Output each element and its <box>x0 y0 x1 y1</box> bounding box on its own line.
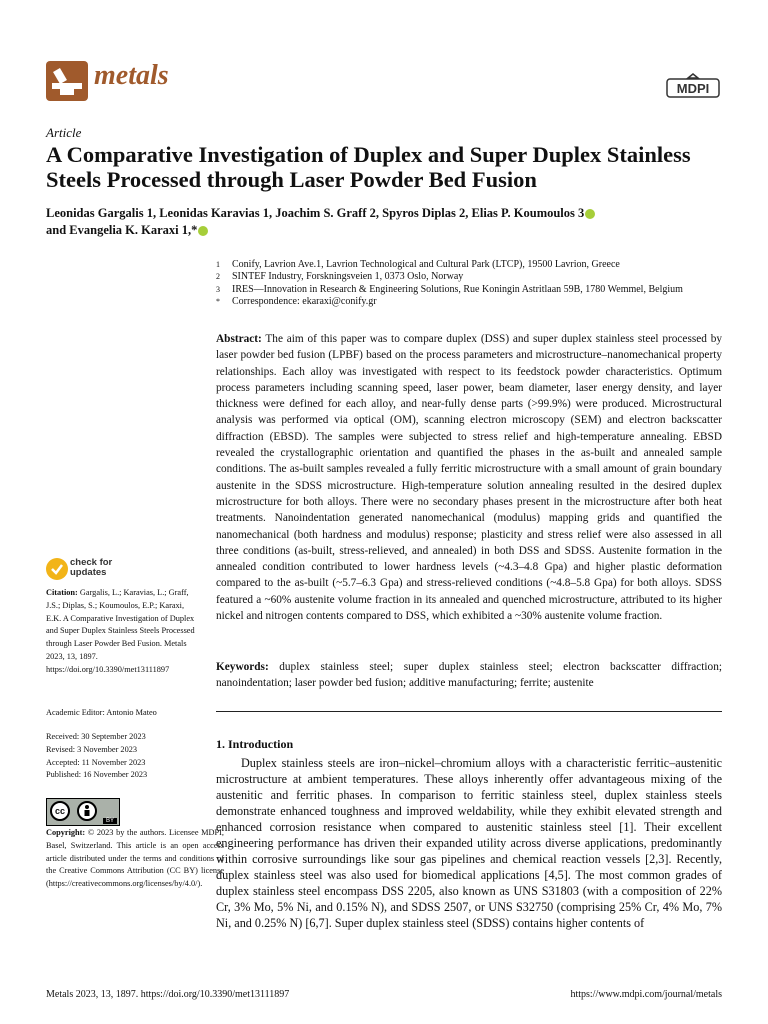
keywords-text: duplex stainless steel; super duplex stainless steel; electron backscatter diffraction; nanoindentation; laser powder bed fusion; additive manufacturing; ferrite; austenite <box>216 661 722 690</box>
check-for-updates-icon[interactable] <box>46 558 68 580</box>
cc-by-license-badge[interactable] <box>46 798 120 826</box>
date-published: Published: 16 November 2023 <box>46 770 148 780</box>
copyright-label: Copyright: <box>46 828 86 837</box>
orcid-icon[interactable] <box>198 226 208 236</box>
footer-citation[interactable]: Metals 2023, 13, 1897. https://doi.org/10.3390/met13111897 <box>46 989 290 1000</box>
affiliations <box>216 259 736 308</box>
authors-line-2[interactable]: and Evangelia K. Karaxi 1,* <box>46 223 198 237</box>
publisher-logo[interactable] <box>664 72 722 100</box>
abstract-label: Abstract: <box>216 333 262 345</box>
section-heading-introduction: 1. Introduction <box>216 737 294 751</box>
citation-block <box>46 587 201 677</box>
copyright-block <box>46 827 224 891</box>
keywords <box>216 659 722 692</box>
journal-name: metals <box>94 60 169 91</box>
introduction-text: Duplex stainless steels are iron–nickel–chromium alloys with a characteristic ferritic–austenitic microstructure at ambient temperatures. These alloys inherently offer advantageous mixing of the austenitic and ferritic phases. In comparison to ferritic stainless steel, duplex stainless steels demonstrate enhanced toughness and improved weldability, while they exhibit elevated strength and enhanced corrosion resistance when compared to austenitic stainless steel [1]. Their excellent engineering performance has driven their expanded utility across diverse applications, predominantly within corrosive surroundings like sour gas pipelines and chemical reaction vessels [2,3]. Recently, duplex stainless steel was also used for biomedical applications [4,5]. The most common grades of duplex stainless steel encompass DSS 2205, also known as UNS S31803 (with a composition of 22% Cr, 3% Mo, 5% Ni, and 0.15% N), and SDSS 2507, or UNS S32750 (comprising 25% Cr, 4% Mo, 7% Ni, and 0.25% N) [6,7]. Super duplex stainless steel (SDSS) contains higher contents of <box>216 756 722 930</box>
date-received: Received: 30 September 2023 <box>46 732 146 741</box>
citation-text: Gargalis, L.; Karavias, L.; Graff, J.S.; Diplas, S.; Koumoulos, E.P.; Karaxi, E.K. A Comparative Investigation of Duplex and Super Duplex Stainless Steels Processed through Laser Powder Bed Fusion. Metals 2023, 13, 1897. https://doi.org/10.3390/met13111897 <box>46 588 195 674</box>
publication-dates <box>46 731 201 782</box>
paper-title: A Comparative Investigation of Duplex and Super Duplex Stainless Steels Processed through Laser Powder Bed Fusion <box>46 142 691 192</box>
article-type: Article <box>46 125 82 140</box>
publisher-name: MDPI <box>676 81 710 96</box>
by-person-icon <box>77 801 97 821</box>
abstract-text: The aim of this paper was to compare duplex (DSS) and super duplex stainless steel processed by laser powder bed fusion (LPBF) based on the process parameters and microstructure–nanomechanical property relationships. Each alloy was investigated with respect to its feedstock powder characteristics. Optimum process parameters including scanning speed, laser power, beam diameter, laser energy density, and layer thickness were defined for each alloy, and near-fully dense parts (>99.9%) were produced. Microstructural analysis was performed via optical (OM), scanning electron microscopy (SEM) and electron backscatter diffraction (EBSD). The samples were subjected to stress relief and high-temperature annealing. EBSD revealed the crystallographic orientation and quantified the phases in the as-built and annealed sample conditions. The as-built samples revealed a fully ferritic microstructure with a small amount of grain boundary austenite in the SDSS microstructure. High-temperature solution annealing resulted in the desired duplex microstructure for both alloys. There were no secondary phases present in the microstructure after both heat treatments. Nanoindentation generated nanomechanical (modulus) mapping grids and quantified the nanomechanical (both hardness and modulus) response; plasticity and stress relief were also assessed in all three conditions (as-built, stress-relieved, and annealed) in both DSS and SDSS. Austenite formation in the annealed condition contributed to lower hardness levels (~4.3–4.8 Gpa) and higher plastic deformation compared to the as-built (~5.7–6.3 Gpa) and stress-relieved conditions (~4.8–5.8 Gpa) for both alloys. SDSS featured a ~60% austenite volume fraction in its annealed and quenched microstructure, attributed to its higher nickel and nitrogen contents compared to DSS, which exhibited a ~30% austenite volume fraction. <box>216 333 722 623</box>
check-for-updates-button[interactable]: check for updates <box>70 557 113 578</box>
affiliation-item: 1 Conify, Lavrion Ave.1, Lavrion Technological and Cultural Park (LTCP), 19500 Lavrion, Greece <box>216 259 620 270</box>
divider <box>216 711 722 712</box>
citation-label: Citation: <box>46 588 78 597</box>
author-list <box>46 205 746 239</box>
authors-line-1[interactable]: Leonidas Gargalis 1, Leonidas Karavias 1, Joachim S. Graff 2, Spyros Diplas 2, Elias P. Koumoulos 3 <box>46 206 585 220</box>
date-accepted: Accepted: 11 November 2023 <box>46 757 146 767</box>
keywords-label: Keywords: <box>216 661 269 673</box>
orcid-icon[interactable] <box>585 209 595 219</box>
copyright-text: © 2023 by the authors. Licensee MDPI, Basel, Switzerland. This article is an open access article distributed under the terms and conditions of the Creative Commons Attribution (CC BY) license (https://creativecommons.org/licenses/by/4.0/). <box>46 828 224 889</box>
affiliation-item: * Correspondence: ekaraxi@conify.gr <box>216 295 377 307</box>
cc-icon: cc <box>50 801 70 821</box>
affiliation-item: 2 SINTEF Industry, Forskningsveien 1, 0373 Oslo, Norway <box>216 271 464 283</box>
journal-logo-icon <box>46 61 88 101</box>
affiliation-item: 3 IRES—Innovation in Research & Engineering Solutions, Rue Koningin Astritlaan 59B, 1780 Wemmel, Belgium <box>216 283 683 295</box>
academic-editor: Academic Editor: Antonio Mateo <box>46 708 157 717</box>
abstract <box>216 331 722 624</box>
cc-by-label: BY <box>103 818 117 824</box>
footer-journal-link[interactable]: https://www.mdpi.com/journal/metals <box>570 989 722 1000</box>
date-revised: Revised: 3 November 2023 <box>46 744 138 754</box>
